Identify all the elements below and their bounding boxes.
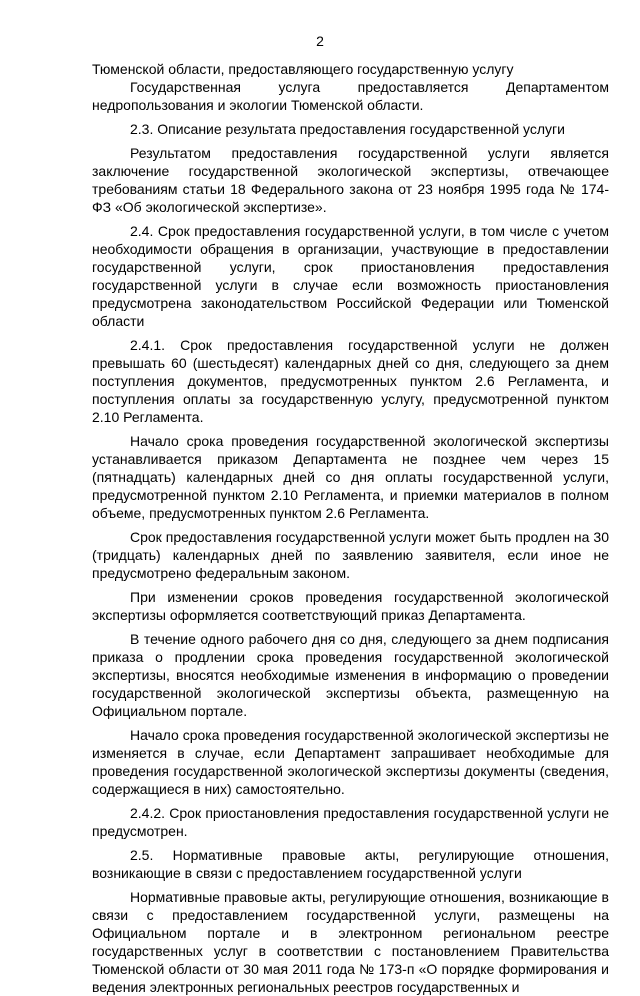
section-heading: 2.5. Нормативные правовые акты, регулирующие отношения, возникающие в связи с предоставлением государственной услуги — [92, 847, 609, 881]
paragraph: Результатом предоставления государственной услуги является заключение государственной экологической экспертизы, отвечающее требованиям статьи 18 Федерального закона от 23 ноября 1995 года № 174-ФЗ «Об экологической экспертизе». — [92, 145, 609, 215]
paragraph: Государственная услуга предоставляется Департаментом недропользования и экологии Тюменской области. — [92, 79, 609, 113]
page-number: 2 — [316, 33, 324, 49]
paragraph: Тюменской области, предоставляющего государственную услугу — [92, 61, 514, 77]
document-body — [92, 60, 609, 996]
paragraph: 2.4.1. Срок предоставления государственной услуги не должен превышать 60 (шестьдесят) календарных дней со дня, следующего за днем поступления документов, предусмотренных пунктом 2.6 Регламента, и поступления оплаты за государственную услугу, предусмотренной пунктом 2.10 Регламента. — [92, 337, 609, 425]
paragraph: В течение одного рабочего дня со дня, следующего за днем подписания приказа о продлении срока проведения государственной экологической экспертизы, вносятся необходимые изменения в информацию о проведении государственной экологической экспертизы объекта, размещенную на Официальном портале. — [92, 631, 609, 719]
paragraph: Нормативные правовые акты, регулирующие отношения, возникающие в связи с предоставлением государственной услуги, размещены на Официальном портале и в электронном региональном реестре государственных услуг в соответствии с постановлением Правительства Тюменской области от 30 мая 2011 года № 173-п «О порядке формирования и ведения электронных региональных реестров государственных и — [92, 889, 609, 995]
section-heading: 2.4. Срок предоставления государственной услуги, в том числе с учетом необходимости обращения в организации, участвующие в предоставлении государственной услуги, срок приостановления предоставления государственной услуги в случае если возможность приостановления предусмотрена законодательством Российской Федерации или Тюменской области — [92, 223, 609, 329]
section-heading: 2.3. Описание результата предоставления государственной услуги — [130, 121, 565, 137]
paragraph: 2.4.2. Срок приостановления предоставления государственной услуги не предусмотрен. — [92, 805, 609, 839]
paragraph: При изменении сроков проведения государственной экологической экспертизы оформляется соответствующий приказ Департамента. — [92, 589, 609, 623]
paragraph: Срок предоставления государственной услуги может быть продлен на 30 (тридцать) календарных дней по заявлению заявителя, если иное не предусмотрено федеральным законом. — [92, 529, 609, 581]
paragraph: Начало срока проведения государственной экологической экспертизы не изменяется в случае, если Департамент запрашивает необходимые для проведения государственной экологической экспертизы документы (сведения, содержащиеся в них) самостоятельно. — [92, 727, 609, 797]
paragraph: Начало срока проведения государственной экологической экспертизы устанавливается приказом Департамента не позднее чем через 15 (пятнадцать) календарных дней со дня оплаты государственной услуги, предусмотренной пунктом 2.10 Регламента, и приемки материалов в полном объеме, предусмотренных пунктом 2.6 Регламента. — [92, 433, 609, 521]
